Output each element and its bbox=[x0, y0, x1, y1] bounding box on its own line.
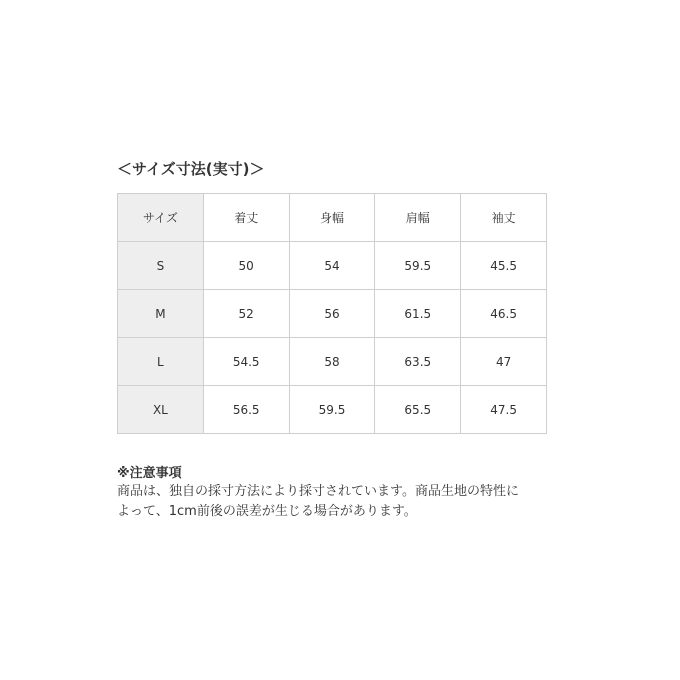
table-header-row bbox=[118, 194, 547, 242]
table-cell: 63.5 bbox=[375, 338, 461, 386]
size-cell: L bbox=[118, 338, 204, 386]
table-cell: 61.5 bbox=[375, 290, 461, 338]
size-chart-title: ＜サイズ寸法(実寸)＞ bbox=[117, 160, 265, 178]
header-shoulder-width: 肩幅 bbox=[375, 194, 461, 242]
table-row bbox=[118, 338, 547, 386]
header-sleeve-length: 袖丈 bbox=[461, 194, 547, 242]
table-cell: 52 bbox=[203, 290, 289, 338]
table-cell: 45.5 bbox=[461, 242, 547, 290]
table-cell: 59.5 bbox=[375, 242, 461, 290]
header-length: 着丈 bbox=[203, 194, 289, 242]
table-cell: 47 bbox=[461, 338, 547, 386]
table-cell: 65.5 bbox=[375, 386, 461, 434]
table-cell: 56 bbox=[289, 290, 375, 338]
table-cell: 54.5 bbox=[203, 338, 289, 386]
size-cell: S bbox=[118, 242, 204, 290]
header-body-width: 身幅 bbox=[289, 194, 375, 242]
size-table bbox=[117, 193, 547, 434]
size-cell: M bbox=[118, 290, 204, 338]
notes-text-line: 商品は、独自の採寸方法により採寸されています。商品生地の特性に bbox=[117, 484, 519, 499]
table-row bbox=[118, 242, 547, 290]
notes-text-line: よって、1cm前後の誤差が生じる場合があります。 bbox=[117, 504, 417, 519]
size-cell: XL bbox=[118, 386, 204, 434]
table-cell: 54 bbox=[289, 242, 375, 290]
table-cell: 50 bbox=[203, 242, 289, 290]
notes-section bbox=[117, 465, 597, 522]
table-cell: 46.5 bbox=[461, 290, 547, 338]
notes-heading: ※注意事項 bbox=[117, 466, 182, 481]
table-cell: 56.5 bbox=[203, 386, 289, 434]
table-cell: 59.5 bbox=[289, 386, 375, 434]
table-cell: 47.5 bbox=[461, 386, 547, 434]
table-cell: 58 bbox=[289, 338, 375, 386]
header-size: サイズ bbox=[118, 194, 204, 242]
table-row bbox=[118, 290, 547, 338]
table-row bbox=[118, 386, 547, 434]
